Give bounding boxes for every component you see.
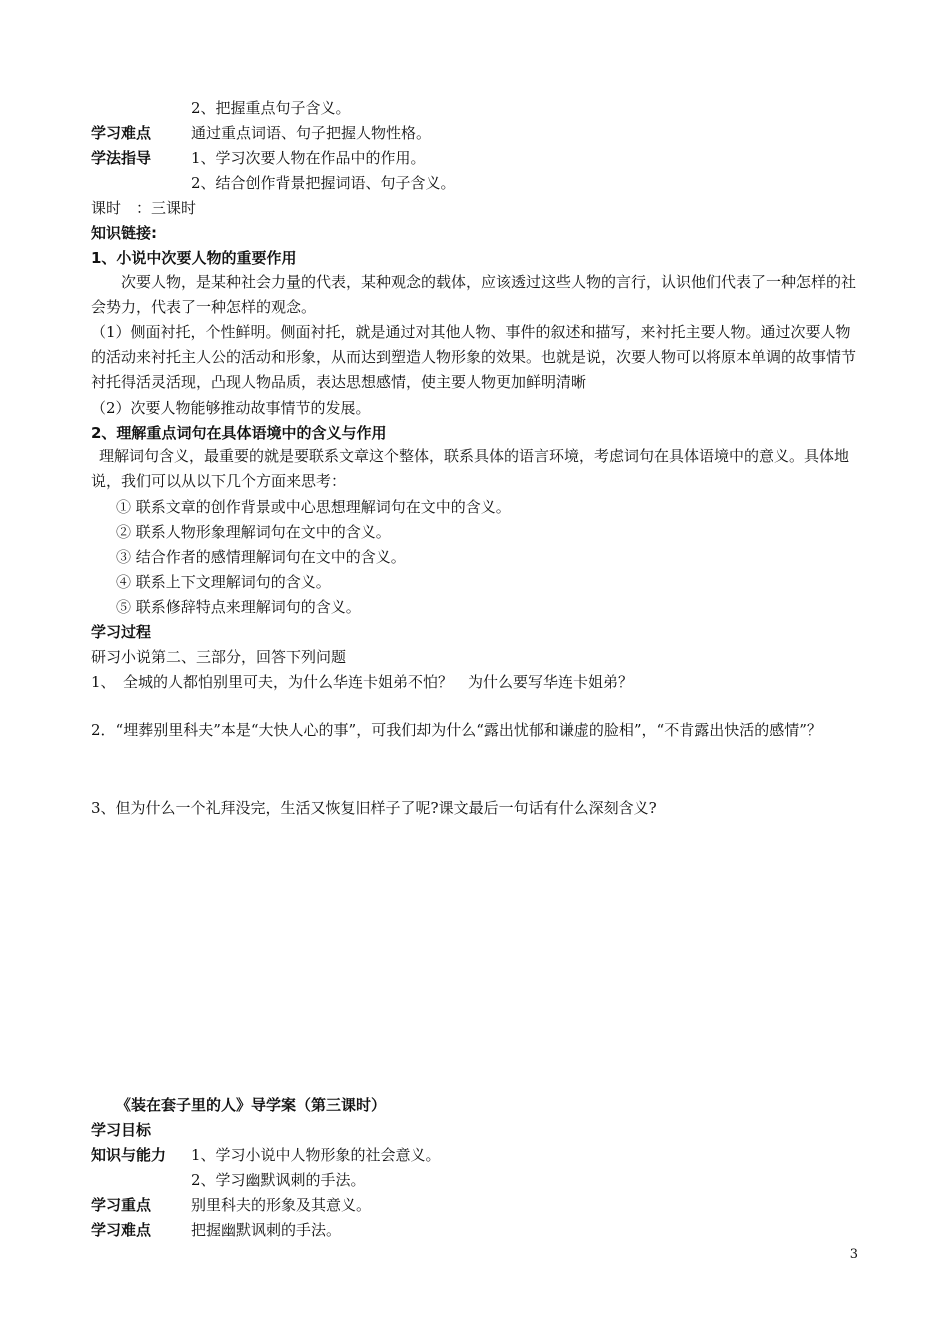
question-1: 1、 全城的人都怕别里可夫，为什么华连卡姐弟不怕？ 为什么要写华连卡姐弟？	[91, 673, 634, 691]
section-1-para-3: （2）次要人物能够推动故事情节的发展。	[91, 399, 371, 417]
difficulty-label: 学习难点	[91, 124, 152, 142]
method-item-3: ③ 结合作者的感情理解词句在文中的含义。	[116, 548, 406, 566]
key-row	[91, 1195, 371, 1215]
method-item-1: ① 联系文章的创作背景或中心思想理解词句在文中的含义。	[116, 498, 511, 516]
difficulty-text-2: 把握幽默讽刺的手法。	[191, 1221, 342, 1239]
knowledge-heading: 知识链接:	[91, 224, 157, 242]
method-item-2: ② 联系人物形象理解词句在文中的含义。	[116, 523, 391, 541]
process-intro: 研习小说第二、三部分，回答下列问题	[91, 648, 347, 666]
section-1-para-1: 次要人物，是某种社会力量的代表，某种观念的载体，应该透过这些人物的言行，认识他们代表了一种怎样的社会势力，代表了一种怎样的观念。	[91, 273, 857, 316]
section-2-para-1: 理解词句含义，最重要的就是要联系文章这个整体，联系具体的语言环境，考虑词句在具体语境中的意义。具体地说，我们可以从以下几个方面来思考：	[91, 447, 850, 490]
objective-2: 2、把握重点句子含义。	[191, 99, 351, 117]
method-label: 学法指导	[91, 149, 152, 167]
difficulty-text: 通过重点词语、句子把握人物性格。	[191, 124, 432, 142]
key-text: 别里科夫的形象及其意义。	[191, 1196, 372, 1214]
page-number: 3	[849, 1247, 858, 1262]
lesson-3-title: 《装在套子里的人》导学案（第三课时）	[116, 1096, 387, 1114]
difficulty-row-2	[91, 1220, 341, 1240]
difficulty-row	[91, 123, 431, 143]
method-item-4: ④ 联系上下文理解词句的含义。	[116, 573, 331, 591]
ability-label: 知识与能力	[91, 1146, 167, 1164]
section-1-title: 1、小说中次要人物的重要作用	[91, 249, 297, 267]
section-2-title: 2、理解重点词句在具体语境中的含义与作用	[91, 424, 387, 442]
question-2: 2．“埋葬别里科夫”本是“大快人心的事”，可我们却为什么“露出忧郁和谦虚的脸相”，“不肯露出快活的感情”？	[91, 721, 822, 739]
question-3: 3、但为什么一个礼拜没完，生活又恢复旧样子了呢?课文最后一句话有什么深刻含义?	[91, 799, 657, 817]
method-item-5: ⑤ 联系修辞特点来理解词句的含义。	[116, 598, 361, 616]
process-heading: 学习过程	[91, 623, 152, 641]
method-1: 1、学习次要人物在作品中的作用。	[191, 149, 426, 167]
ability-1: 1、学习小说中人物形象的社会意义。	[191, 1146, 441, 1164]
lesson-hours: 课时 ：三课时	[91, 199, 197, 217]
key-label: 学习重点	[91, 1196, 152, 1214]
difficulty-label-2: 学习难点	[91, 1221, 152, 1239]
method-row	[91, 148, 426, 168]
ability-2: 2、学习幽默讽刺的手法。	[191, 1171, 366, 1189]
method-2: 2、结合创作背景把握词语、句子含义。	[191, 174, 456, 192]
objectives-label: 学习目标	[91, 1121, 152, 1139]
section-1-para-2: （1）侧面衬托，个性鲜明。侧面衬托，就是通过对其他人物、事件的叙述和描写，来衬托主要人物。通过次要人物的活动来衬托主人公的活动和形象，从而达到塑造人物形象的效果。也就是说，次要人物可以将原本单调的故事情节衬托得活灵活现，凸现人物品质，表达思想感情，使主要人物更加鲜明清晰	[91, 323, 857, 391]
ability-row	[91, 1145, 441, 1165]
